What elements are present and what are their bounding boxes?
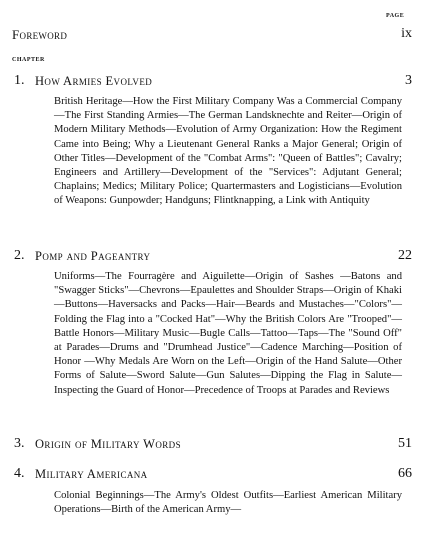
chapter-number: 1. — [14, 73, 25, 88]
foreword-entry[interactable] — [12, 27, 412, 43]
chapter-description: Uniforms—The Fourragère and Aiguilette—Origin of Sashes —Batons and "Swagger Sticks"—Chevrons—Epaulettes and Shoulder Straps—Origin of Khaki—Buttons—Haversacks and Packs—Hair—Beards and Mustaches—"Colors"—Folding the Flag into a "Cocked Hat"—Why the British Colors Are "Trooped"—Battle Honors—Military Music—Bugle Calls—Tattoo—Taps—The "Sound Off" at Parades—Drums and "Drumhead Justice"—Cadence Marching—Position of Honor —Why Medals Are Worn on the Left—Origin of the Hand Salute—Other Forms of Salute—Sword Salute—Gun Salutes—Dipping the Flag in Salute—Inspecting the Guard of Honor—Precedence of Troops at Parades and Reviews — [54, 271, 402, 396]
chapter-page-number: 22 — [398, 248, 412, 263]
chapter-heading — [14, 436, 412, 452]
chapter-description: Colonial Beginnings—The Army's Oldest Outfits—Earliest American Military Operations—Birth of the American Army— — [54, 490, 402, 516]
chapter-number: 2. — [14, 248, 25, 263]
chapter-entry-2[interactable] — [14, 248, 412, 398]
chapter-entry-4[interactable] — [14, 466, 412, 517]
chapter-page-number: 66 — [398, 466, 412, 481]
foreword-title: Foreword — [12, 27, 68, 42]
chapter-heading — [14, 73, 412, 89]
chapter-number: 3. — [14, 436, 25, 451]
chapter-page-number: 3 — [405, 73, 412, 88]
chapter-heading — [14, 466, 412, 482]
chapter-heading — [14, 248, 412, 264]
chapter-column-label: CHAPTER — [12, 57, 45, 63]
foreword-page-number: ix — [401, 26, 412, 41]
chapter-title: How Armies Evolved — [35, 74, 153, 88]
chapter-entry-1[interactable] — [14, 73, 412, 209]
chapter-description: British Heritage—How the First Military Company Was a Commercial Company—The First Standing Armies—The German Landsknechte and Reiter—Origin of Modern Military Methods—Evolution of Army Organization: How the Regiment Came into Being; Why a Lieutenant General Ranks a Major General; Origin of Other Titles—Development of the "Combat Arms": "Queen of Battles"; Cavalry; Engineers and Artillery—Development of the "Services": Adjutant General; Chaplains; Medics; Military Police; Quartermasters and Logisticians—Evolution of Weapons: Gunpowder; Handguns; Flintknapping, a Link with Antiquity — [54, 96, 402, 207]
chapter-entry-3[interactable] — [14, 436, 412, 452]
chapter-number: 4. — [14, 466, 25, 481]
chapter-title: Military Americana — [35, 467, 148, 481]
chapter-title: Origin of Military Words — [35, 437, 181, 451]
chapter-page-number: 51 — [398, 436, 412, 451]
chapter-title: Pomp and Pageantry — [35, 249, 151, 263]
page-column-label: PAGE — [386, 13, 405, 19]
